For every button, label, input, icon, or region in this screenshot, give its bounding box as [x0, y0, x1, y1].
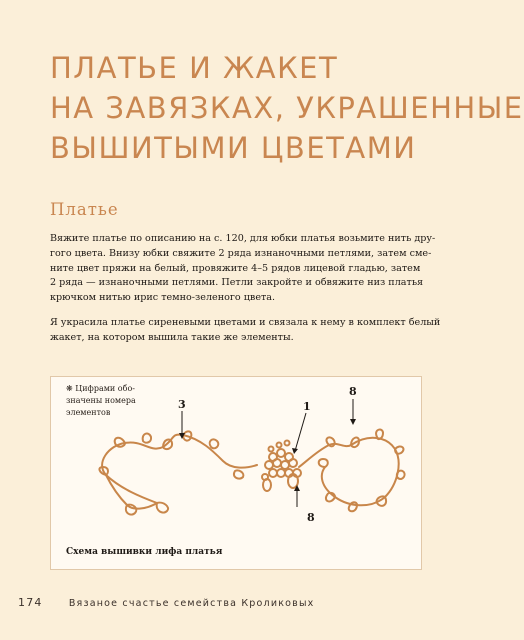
label-8-top: 8 — [349, 385, 357, 398]
loop — [326, 437, 334, 446]
label-3: 3 — [178, 398, 186, 411]
loop — [143, 434, 151, 443]
diagram-note-line: элементов — [66, 408, 111, 417]
title-line-2: НА ЗАВЯЗКАХ, УКРАШЕННЫЕ — [50, 91, 524, 125]
page-number: 174 — [18, 596, 43, 609]
paragraph-2-line: Я украсила платье сиреневыми цветами и связала к нему в комплект белый — [50, 317, 441, 328]
diagram-caption: Схема вышивки лифа платья — [66, 547, 223, 557]
paragraph-1-line: Вяжите платье по описанию на с. 120, для юбки платья возьмите нить дру- — [50, 233, 436, 244]
left-vine — [102, 435, 183, 503]
right-connector — [299, 444, 351, 467]
paragraph-1-line: 2 ряда — изнаночными петлями. Петли закройте и обвяжите низ платья — [50, 277, 424, 289]
label-8-bottom: 8 — [307, 511, 315, 524]
paragraph-2-line: жакет, на котором вышила такие же элементы. — [50, 331, 294, 343]
page-footer — [18, 596, 314, 609]
arrow-1 — [295, 413, 306, 451]
page-title — [50, 48, 524, 168]
embroidery-scheme-drawing — [51, 377, 423, 571]
loop — [234, 470, 243, 478]
label-1: 1 — [303, 400, 311, 413]
book-title: Вязаное счастье семейства Кроликовых — [68, 598, 315, 609]
paragraph-2 — [50, 316, 441, 346]
section-heading: Платье — [50, 200, 119, 219]
diagram-note-line: значены номера — [66, 396, 136, 405]
loop — [115, 438, 125, 447]
loop — [157, 503, 168, 513]
left-connector — [183, 435, 257, 468]
arrowhead-1 — [292, 448, 298, 454]
paragraph-1-line: гого цвета. Внизу юбки свяжите 2 ряда изнаночными петлями, затем сме- — [50, 247, 432, 259]
loop — [126, 505, 136, 515]
paragraph-1-line: ните цвет пряжи на белый, провяжите 4–5 рядов лицевой гладью, затем — [50, 262, 421, 274]
title-line-3: ВЫШИТЫМИ ЦВЕТАМИ — [50, 131, 417, 165]
center-cluster — [262, 441, 301, 492]
diagram-note-line: ❋ Цифрами обо- — [66, 384, 135, 393]
embroidery-diagram — [50, 376, 422, 570]
arrowhead-8-top — [350, 419, 356, 425]
title-line-1: ПЛАТЬЕ И ЖАКЕТ — [50, 51, 339, 85]
loop — [319, 459, 328, 467]
paragraph-1 — [50, 232, 436, 306]
right-ring — [322, 438, 399, 506]
paragraph-1-line: крючком нитью ирис темно-зеленого цвета. — [50, 292, 276, 304]
loop — [210, 439, 219, 448]
